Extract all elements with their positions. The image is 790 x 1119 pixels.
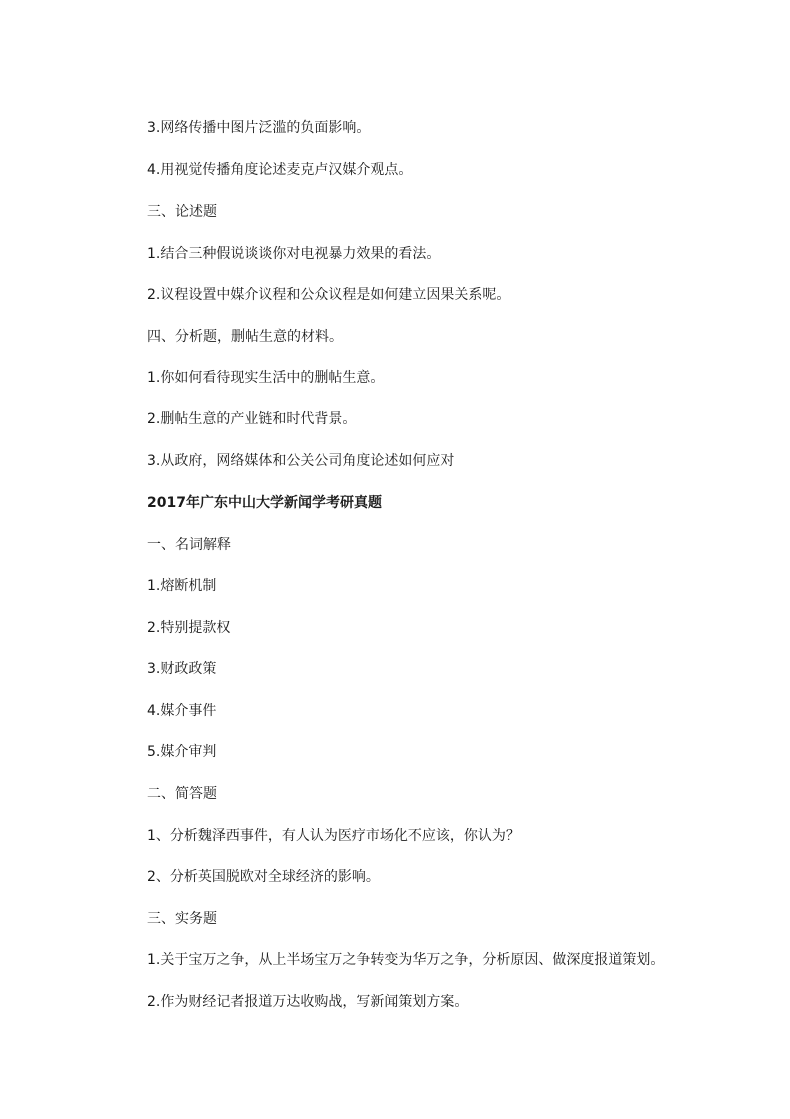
section-heading: 二、简答题 [147, 786, 217, 802]
question-line: 1、分析魏泽西事件，有人认为医疗市场化不应该，你认为？ [147, 828, 520, 844]
exam-title: 2017年广东中山大学新闻学考研真题 [147, 495, 382, 511]
question-line: 5.媒介审判 [147, 744, 217, 760]
question-line: 1.熔断机制 [147, 578, 217, 594]
question-line: 2.删帖生意的产业链和时代背景。 [147, 411, 357, 427]
section-heading: 三、实务题 [147, 911, 217, 927]
question-line: 1.关于宝万之争，从上半场宝万之争转变为华万之争，分析原因、做深度报道策划。 [147, 952, 665, 968]
section-heading: 三、论述题 [147, 204, 217, 220]
question-line: 4.用视觉传播角度论述麦克卢汉媒介观点。 [147, 162, 413, 178]
question-line: 3.网络传播中图片泛滥的负面影响。 [147, 120, 371, 136]
question-line: 1.你如何看待现实生活中的删帖生意。 [147, 370, 385, 386]
question-line: 1.结合三种假说谈谈你对电视暴力效果的看法。 [147, 246, 441, 262]
question-line: 3.财政政策 [147, 661, 217, 677]
question-line: 2.特别提款权 [147, 620, 231, 636]
question-line: 2.议程设置中媒介议程和公众议程是如何建立因果关系呢。 [147, 287, 511, 303]
question-line: 4.媒介事件 [147, 703, 217, 719]
section-heading: 一、名词解释 [147, 537, 231, 553]
question-line: 3.从政府，网络媒体和公关公司角度论述如何应对 [147, 453, 455, 469]
question-line: 2、分析英国脱欧对全球经济的影响。 [147, 869, 380, 885]
section-heading: 四、分析题，删帖生意的材料。 [147, 329, 343, 345]
question-line: 2.作为财经记者报道万达收购战，写新闻策划方案。 [147, 994, 469, 1010]
